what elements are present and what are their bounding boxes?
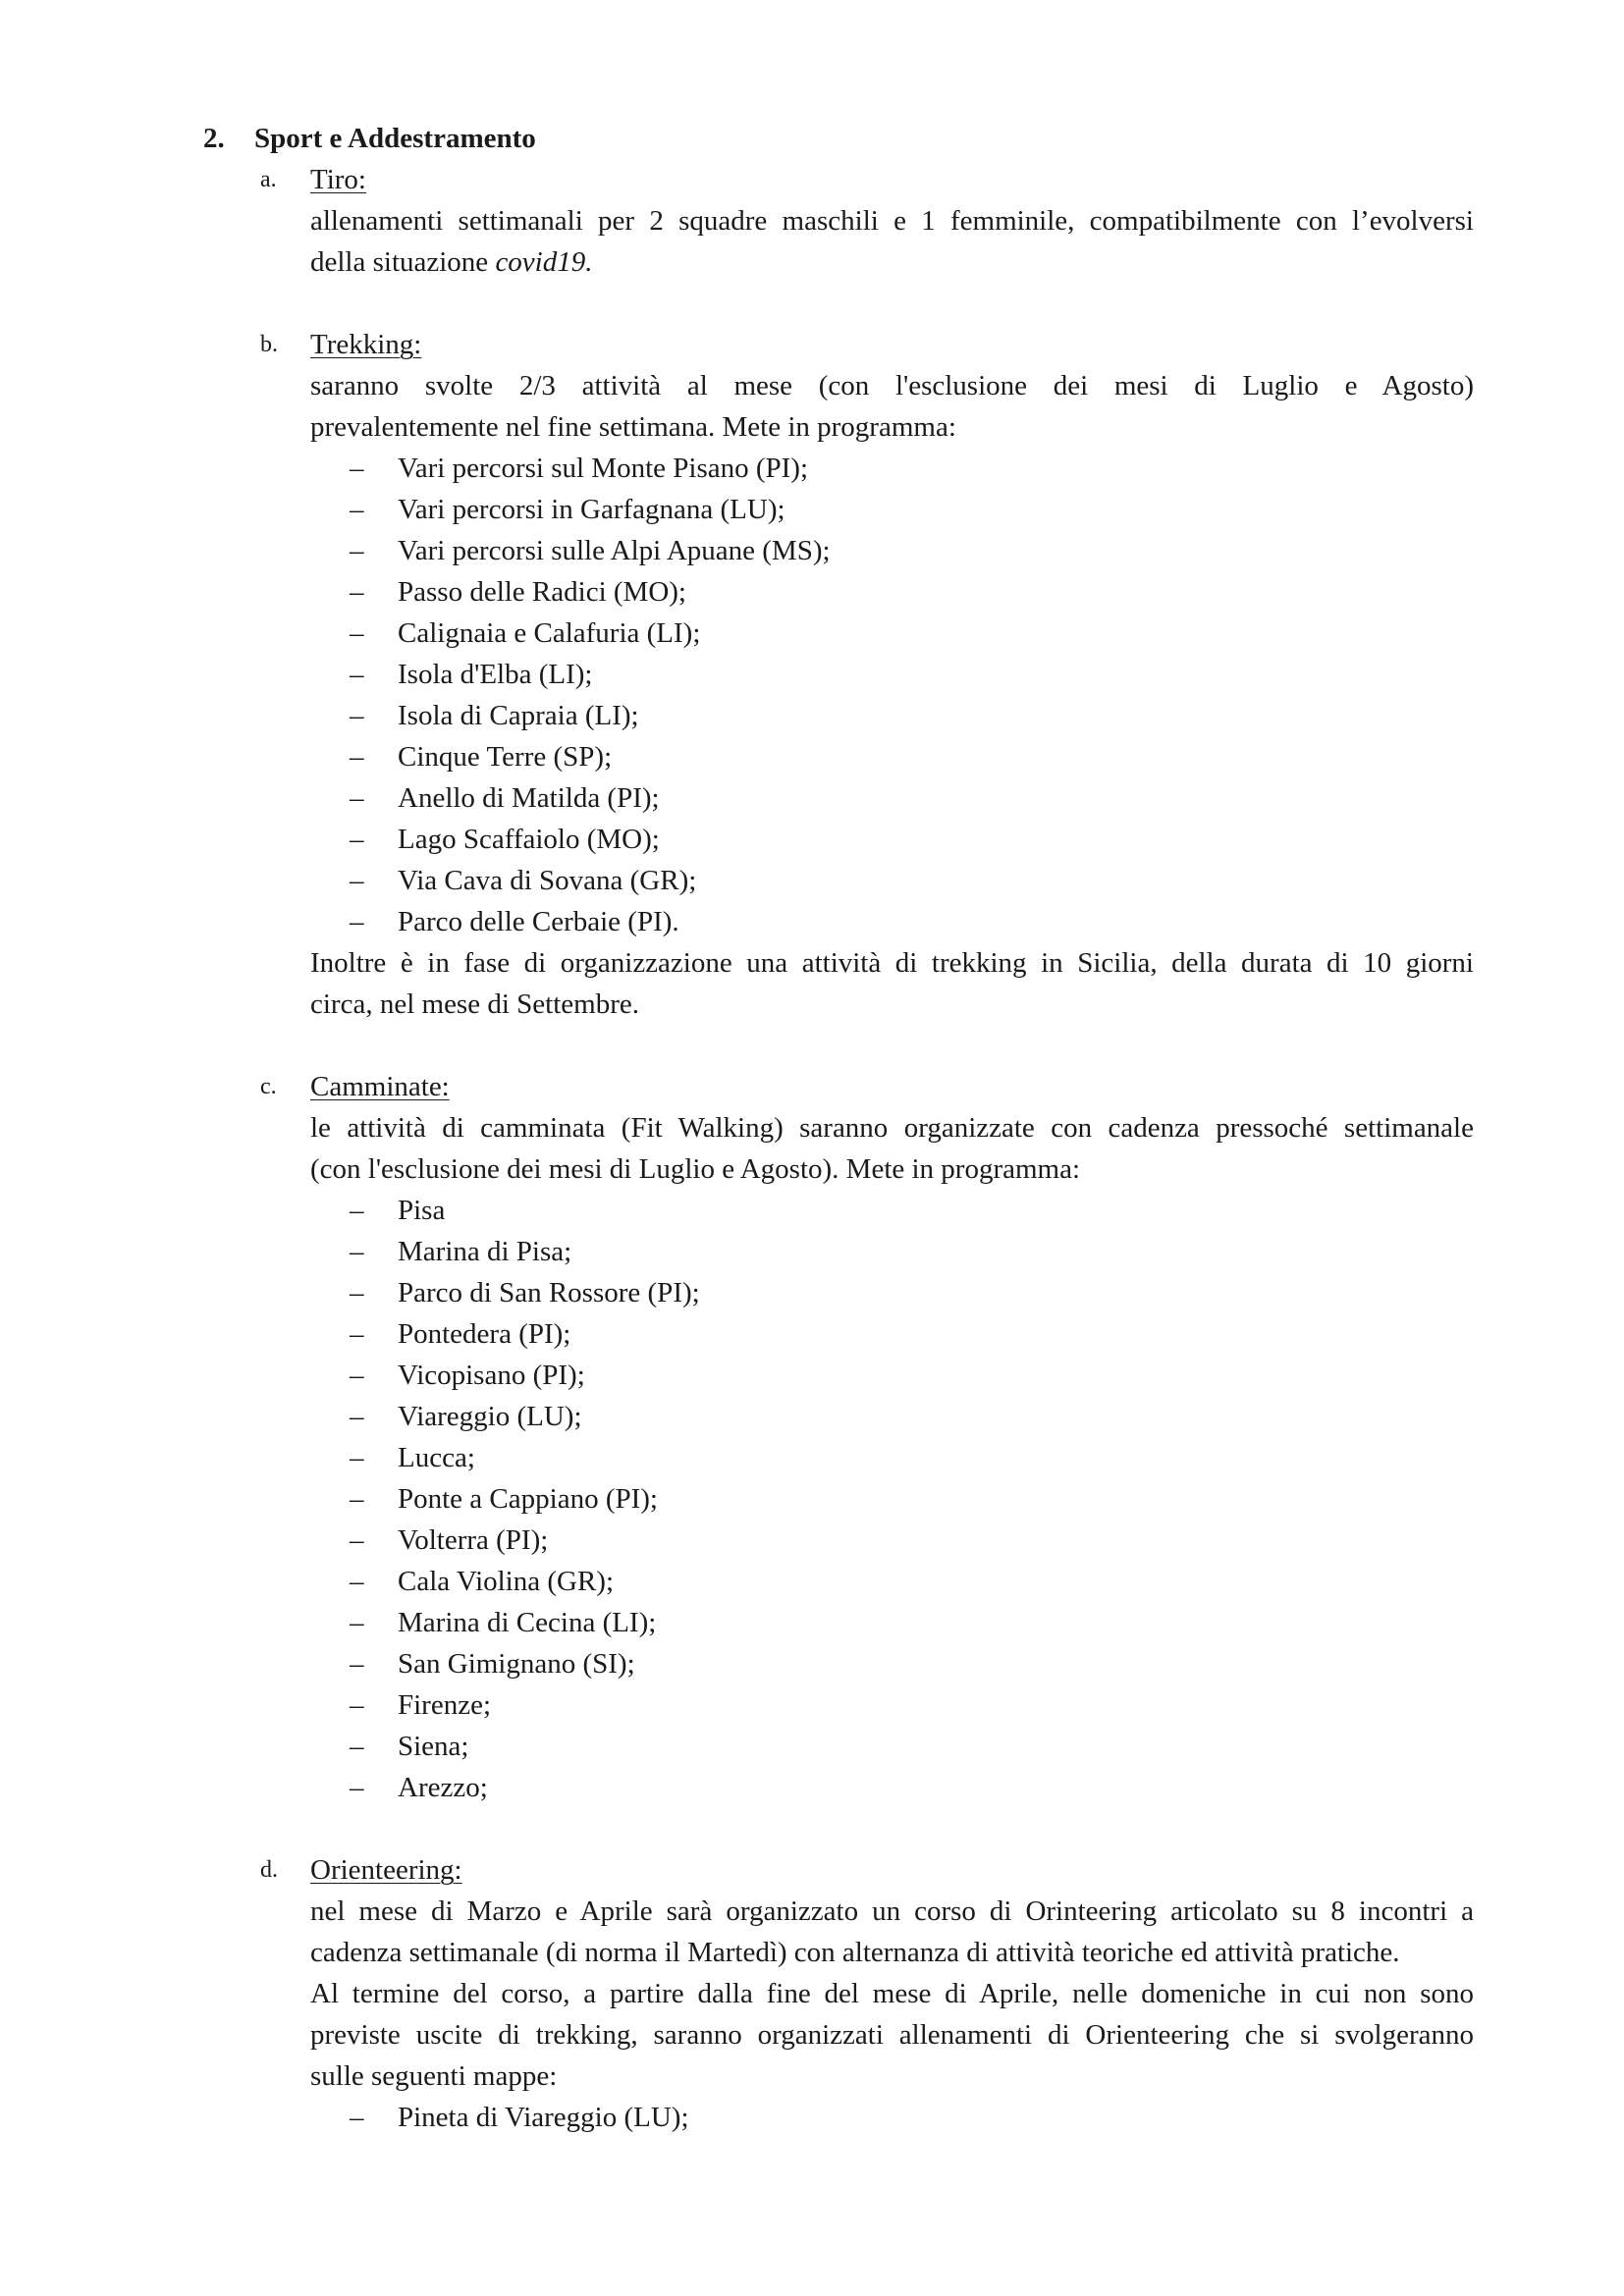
list-item-text: Parco di San Rossore (PI); xyxy=(398,1277,700,1308)
list-item-text: Pisa xyxy=(398,1195,446,1226)
list-item-text: Pontedera (PI); xyxy=(398,1318,571,1350)
dash-bullet-icon: – xyxy=(350,865,364,896)
paragraph-line: le attività di camminata (Fit Walking) saranno organizzate con cadenza pressoché settimanale xyxy=(310,1112,1474,1144)
paragraph-line: Inoltre è in fase di organizzazione una attività di trekking in Sicilia, della durata di 10 giorni xyxy=(310,947,1474,979)
list-item xyxy=(0,1478,1624,1520)
list-item-text: Volterra (PI); xyxy=(398,1524,549,1556)
list-item-text: Arezzo; xyxy=(398,1772,488,1803)
list-item xyxy=(0,1561,1624,1602)
dash-bullet-icon: – xyxy=(350,1277,364,1308)
dash-bullet-icon: – xyxy=(350,1524,364,1556)
list-item-text: San Gimignano (SI); xyxy=(398,1648,635,1680)
list-item-text: Anello di Matilda (PI); xyxy=(398,782,660,814)
dash-bullet-icon: – xyxy=(350,1318,364,1350)
dash-bullet-icon: – xyxy=(350,617,364,649)
list-item xyxy=(0,654,1624,695)
trekking-note-paragraph xyxy=(310,942,1474,1025)
list-item-text: Vari percorsi sul Monte Pisano (PI); xyxy=(398,453,809,484)
dash-bullet-icon: – xyxy=(350,906,364,937)
paragraph-text: della situazione xyxy=(310,246,496,278)
subsection-letter: d. xyxy=(260,1857,278,1883)
subsection-letter: b. xyxy=(260,332,278,357)
list-item xyxy=(0,860,1624,901)
list-item-text: Marina di Pisa; xyxy=(398,1236,572,1267)
camminate-paragraph xyxy=(310,1107,1474,1190)
subsection-title: Orienteering: xyxy=(310,1854,462,1886)
list-item xyxy=(0,1602,1624,1643)
list-item xyxy=(0,1767,1624,1808)
list-item xyxy=(0,777,1624,819)
dash-bullet-icon: – xyxy=(350,1483,364,1515)
list-item xyxy=(0,1231,1624,1272)
list-item-text: Isola d'Elba (LI); xyxy=(398,659,593,690)
list-item xyxy=(0,2097,1624,2138)
dash-bullet-icon: – xyxy=(350,824,364,855)
list-item-text: Calignaia e Calafuria (LI); xyxy=(398,617,701,649)
list-item xyxy=(0,1355,1624,1396)
dash-bullet-icon: – xyxy=(350,1442,364,1473)
dash-bullet-icon: – xyxy=(350,1607,364,1638)
list-item-text: Parco delle Cerbaie (PI). xyxy=(398,906,679,937)
paragraph-line: saranno svolte 2/3 attività al mese (con l'esclusione dei mesi di Luglio e Agosto) xyxy=(310,370,1474,401)
tiro-paragraph xyxy=(310,200,1474,283)
list-item-text: Lago Scaffaiolo (MO); xyxy=(398,824,660,855)
list-item xyxy=(0,448,1624,489)
list-item xyxy=(0,1396,1624,1437)
dash-bullet-icon: – xyxy=(350,782,364,814)
list-item-text: Viareggio (LU); xyxy=(398,1401,582,1432)
list-item-text: Marina di Cecina (LI); xyxy=(398,1607,657,1638)
paragraph-line: Al termine del corso, a partire dalla fine del mese di Aprile, nelle domeniche in cui non sono xyxy=(310,1978,1474,2009)
paragraph-line: (con l'esclusione dei mesi di Luglio e Agosto). Mete in programma: xyxy=(310,1153,1081,1185)
dash-bullet-icon: – xyxy=(350,1772,364,1803)
list-item xyxy=(0,1272,1624,1313)
list-item xyxy=(0,1726,1624,1767)
dash-bullet-icon: – xyxy=(350,494,364,525)
dash-bullet-icon: – xyxy=(350,1731,364,1762)
list-item xyxy=(0,530,1624,571)
dash-bullet-icon: – xyxy=(350,535,364,566)
dash-bullet-icon: – xyxy=(350,1648,364,1680)
dash-bullet-icon: – xyxy=(350,1689,364,1721)
emphasis-text: covid19. xyxy=(495,246,593,278)
list-item xyxy=(0,819,1624,860)
list-item xyxy=(0,613,1624,654)
dash-bullet-icon: – xyxy=(350,1566,364,1597)
orienteering-paragraph xyxy=(310,1891,1474,2097)
list-item xyxy=(0,489,1624,530)
list-item xyxy=(0,571,1624,613)
list-item-text: Via Cava di Sovana (GR); xyxy=(398,865,697,896)
trekking-paragraph xyxy=(310,365,1474,448)
subsection-title: Trekking: xyxy=(310,329,422,360)
list-item-text: Cala Violina (GR); xyxy=(398,1566,615,1597)
paragraph-line: circa, nel mese di Settembre. xyxy=(310,988,639,1020)
section-number: 2. xyxy=(203,123,225,154)
list-item-text: Vari percorsi in Garfagnana (LU); xyxy=(398,494,785,525)
paragraph-line: cadenza settimanale (di norma il Martedì) con alternanza di attività teoriche ed attività pratiche. xyxy=(310,1937,1400,1968)
list-item-text: Lucca; xyxy=(398,1442,475,1473)
list-item xyxy=(0,1190,1624,1231)
subsection-title: Tiro: xyxy=(310,164,366,195)
paragraph-line: previste uscite di trekking, saranno organizzati allenamenti di Orienteering che si svolgeranno xyxy=(310,2019,1474,2051)
section-title: Sport e Addestramento xyxy=(254,123,536,154)
dash-bullet-icon: – xyxy=(350,741,364,773)
paragraph-line: allenamenti settimanali per 2 squadre maschili e 1 femminile, compatibilmente con l’evolversi xyxy=(310,205,1474,237)
list-item-text: Pineta di Viareggio (LU); xyxy=(398,2102,689,2133)
dash-bullet-icon: – xyxy=(350,1236,364,1267)
list-item-text: Vari percorsi sulle Alpi Apuane (MS); xyxy=(398,535,831,566)
list-item xyxy=(0,901,1624,942)
dash-bullet-icon: – xyxy=(350,1401,364,1432)
list-item xyxy=(0,695,1624,736)
subsection-letter: c. xyxy=(260,1074,277,1099)
dash-bullet-icon: – xyxy=(350,2102,364,2133)
dash-bullet-icon: – xyxy=(350,659,364,690)
list-item-text: Isola di Capraia (LI); xyxy=(398,700,639,731)
paragraph-line: nel mese di Marzo e Aprile sarà organizzato un corso di Orinteering articolato su 8 incontri a xyxy=(310,1896,1474,1927)
list-item-text: Vicopisano (PI); xyxy=(398,1360,585,1391)
list-item-text: Cinque Terre (SP); xyxy=(398,741,613,773)
list-item xyxy=(0,1437,1624,1478)
dash-bullet-icon: – xyxy=(350,576,364,608)
list-item xyxy=(0,1684,1624,1726)
list-item-text: Firenze; xyxy=(398,1689,492,1721)
dash-bullet-icon: – xyxy=(350,1360,364,1391)
dash-bullet-icon: – xyxy=(350,1195,364,1226)
paragraph-line xyxy=(310,241,1474,283)
paragraph-line: sulle seguenti mappe: xyxy=(310,2060,558,2092)
list-item xyxy=(0,1313,1624,1355)
list-item xyxy=(0,1643,1624,1684)
subsection-title: Camminate: xyxy=(310,1071,450,1102)
subsection-letter: a. xyxy=(260,167,277,192)
dash-bullet-icon: – xyxy=(350,700,364,731)
list-item xyxy=(0,1520,1624,1561)
paragraph-line: prevalentemente nel fine settimana. Mete in programma: xyxy=(310,411,956,443)
list-item-text: Ponte a Cappiano (PI); xyxy=(398,1483,658,1515)
dash-bullet-icon: – xyxy=(350,453,364,484)
list-item-text: Siena; xyxy=(398,1731,469,1762)
list-item xyxy=(0,736,1624,777)
list-item-text: Passo delle Radici (MO); xyxy=(398,576,686,608)
section-heading xyxy=(203,118,536,159)
